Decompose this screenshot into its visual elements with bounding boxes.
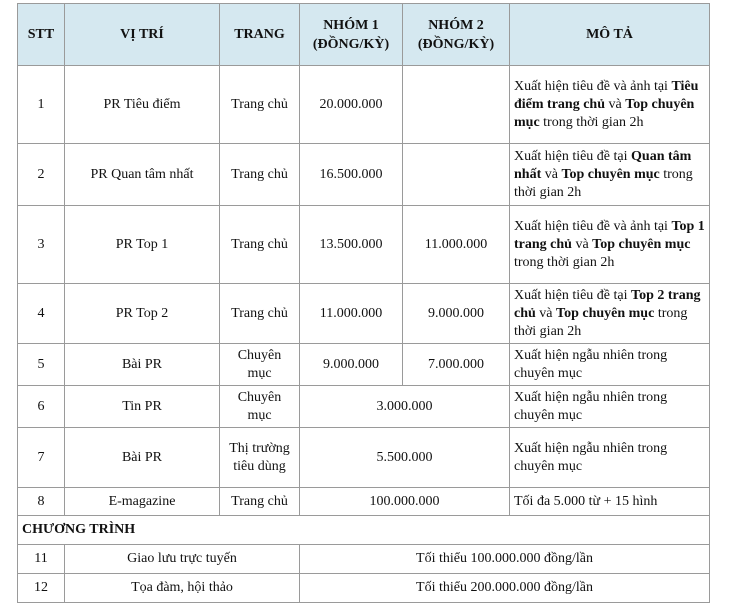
cell-price-merged: 3.000.000 xyxy=(300,386,510,428)
table-row xyxy=(18,66,710,144)
cell-stt: 4 xyxy=(18,284,65,344)
header-row xyxy=(18,4,710,66)
cell-nhom-1: 11.000.000 xyxy=(300,284,403,344)
cell-vi-tri: E-magazine xyxy=(65,488,220,516)
cell-trang: Chuyên mục xyxy=(220,386,300,428)
header-nhom-1 xyxy=(300,4,403,66)
cell-nhom-2 xyxy=(403,144,510,206)
table-row xyxy=(18,344,710,386)
cell-description: Xuất hiện ngẫu nhiên trong chuyên mục xyxy=(510,428,710,488)
cell-trang: Trang chủ xyxy=(220,488,300,516)
table-row xyxy=(18,488,710,516)
cell-stt: 7 xyxy=(18,428,65,488)
cell-price-merged: 5.500.000 xyxy=(300,428,510,488)
price-table xyxy=(17,3,710,603)
cell-trang: Trang chủ xyxy=(220,284,300,344)
cell-nhom-2: 11.000.000 xyxy=(403,206,510,284)
cell-vi-tri: PR Quan tâm nhất xyxy=(65,144,220,206)
cell-nhom-1: 13.500.000 xyxy=(300,206,403,284)
table-row xyxy=(18,428,710,488)
cell-stt: 2 xyxy=(18,144,65,206)
cell-description: Xuất hiện ngẫu nhiên trong chuyên mục xyxy=(510,386,710,428)
cell-nhom-2: 9.000.000 xyxy=(403,284,510,344)
table-row xyxy=(18,144,710,206)
cell-stt: 8 xyxy=(18,488,65,516)
cell-description: Xuất hiện tiêu đề tại Quan tâm nhất và Top chuyên mục trong thời gian 2h xyxy=(510,144,710,206)
header-nhom-2-title: NHÓM 2 xyxy=(428,17,484,33)
cell-vi-tri: PR Top 2 xyxy=(65,284,220,344)
cell-program-name: Tọa đàm, hội thảo xyxy=(65,574,300,603)
header-stt: STT xyxy=(18,4,65,66)
header-nhom-1-title: NHÓM 1 xyxy=(323,17,379,33)
header-vi-tri: VỊ TRÍ xyxy=(65,4,220,66)
cell-trang: Trang chủ xyxy=(220,144,300,206)
cell-stt: 1 xyxy=(18,66,65,144)
cell-price-merged: 100.000.000 xyxy=(300,488,510,516)
cell-nhom-1: 20.000.000 xyxy=(300,66,403,144)
cell-vi-tri: Bài PR xyxy=(65,428,220,488)
cell-stt: 3 xyxy=(18,206,65,284)
cell-vi-tri: Tin PR xyxy=(65,386,220,428)
header-nhom-2 xyxy=(403,4,510,66)
program-row xyxy=(18,574,710,603)
cell-vi-tri: PR Tiêu điểm xyxy=(65,66,220,144)
cell-description: Xuất hiện tiêu đề và ảnh tại Tiêu điểm trang chủ và Top chuyên mục trong thời gian 2h xyxy=(510,66,710,144)
cell-program-price: Tối thiểu 100.000.000 đồng/lần xyxy=(300,545,710,574)
cell-program-price: Tối thiểu 200.000.000 đồng/lần xyxy=(300,574,710,603)
cell-trang: Trang chủ xyxy=(220,66,300,144)
section-row xyxy=(18,516,710,545)
cell-nhom-1: 16.500.000 xyxy=(300,144,403,206)
section-title: CHƯƠNG TRÌNH xyxy=(18,516,710,545)
cell-description: Xuất hiện tiêu đề tại Top 2 trang chủ và Top chuyên mục trong thời gian 2h xyxy=(510,284,710,344)
cell-description: Tối đa 5.000 từ + 15 hình xyxy=(510,488,710,516)
header-nhom-1-unit: (ĐỒNG/KỲ) xyxy=(312,36,390,52)
cell-trang: Chuyên mục xyxy=(220,344,300,386)
cell-vi-tri: Bài PR xyxy=(65,344,220,386)
cell-nhom-2 xyxy=(403,66,510,144)
table-row xyxy=(18,284,710,344)
cell-description: Xuất hiện tiêu đề và ảnh tại Top 1 trang chủ và Top chuyên mục trong thời gian 2h xyxy=(510,206,710,284)
cell-stt: 11 xyxy=(18,545,65,574)
header-trang: TRANG xyxy=(220,4,300,66)
cell-trang: Trang chủ xyxy=(220,206,300,284)
cell-program-name: Giao lưu trực tuyến xyxy=(65,545,300,574)
program-row xyxy=(18,545,710,574)
cell-stt: 12 xyxy=(18,574,65,603)
cell-trang: Thị trường tiêu dùng xyxy=(220,428,300,488)
header-nhom-2-unit: (ĐỒNG/KỲ) xyxy=(417,36,495,52)
table-row xyxy=(18,206,710,284)
cell-nhom-2: 7.000.000 xyxy=(403,344,510,386)
cell-description: Xuất hiện ngẫu nhiên trong chuyên mục xyxy=(510,344,710,386)
table-row xyxy=(18,386,710,428)
cell-nhom-1: 9.000.000 xyxy=(300,344,403,386)
header-mo-ta: MÔ TẢ xyxy=(510,4,710,66)
cell-stt: 6 xyxy=(18,386,65,428)
cell-stt: 5 xyxy=(18,344,65,386)
cell-vi-tri: PR Top 1 xyxy=(65,206,220,284)
